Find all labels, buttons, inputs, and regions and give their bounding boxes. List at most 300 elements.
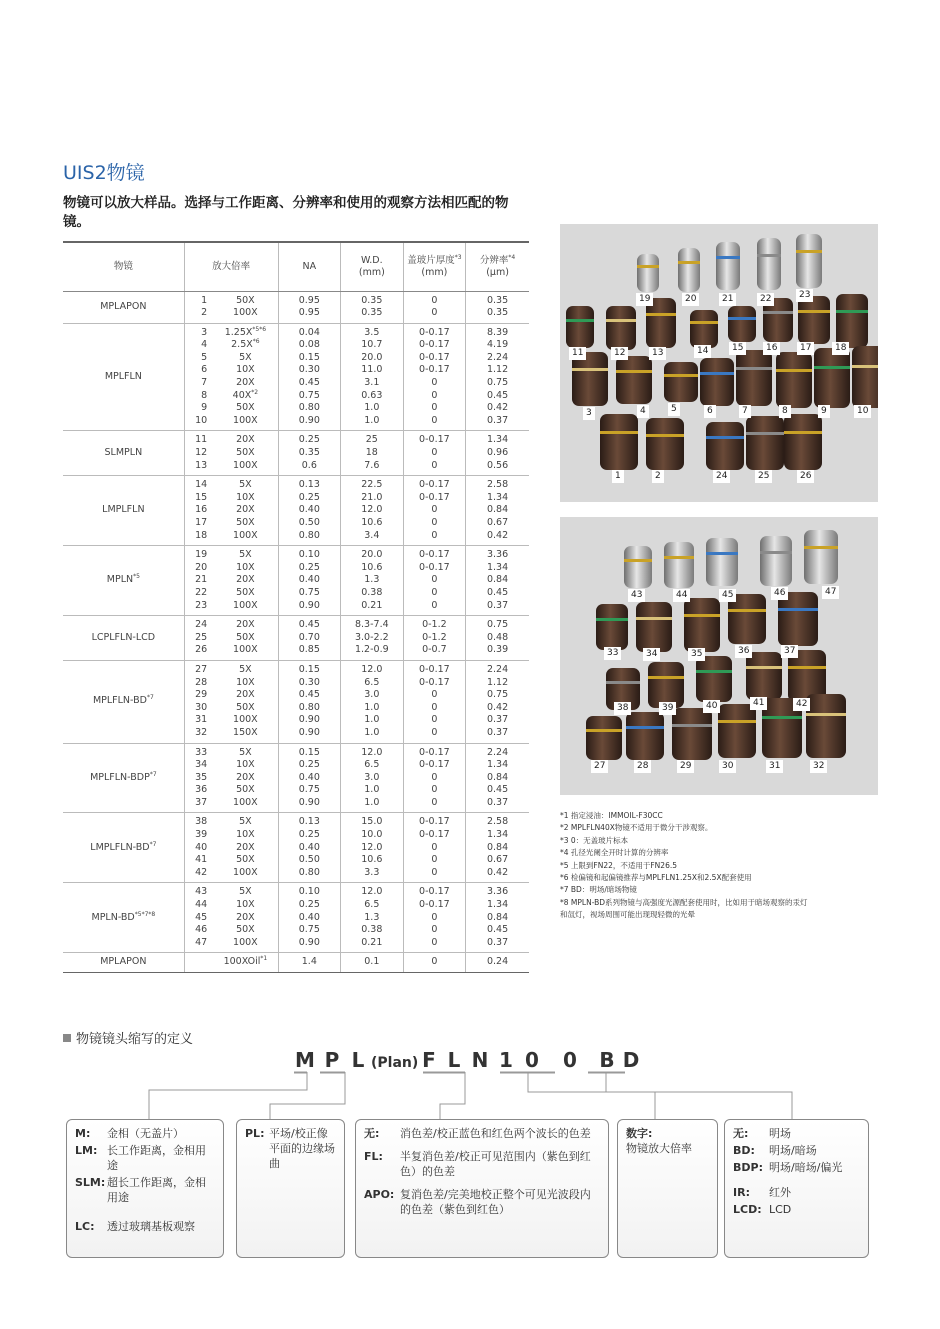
na-value: 0.75 [298,586,320,598]
connector-bd [588,1072,792,1119]
code-letter: (Plan) [371,1055,419,1071]
wd-value: 12.0 [361,746,383,758]
objective-number-label: 38 [614,702,631,715]
cover-value: 0 [431,784,438,796]
header-res-line1: 分辨率 [479,254,509,266]
header-na: NA [278,242,340,291]
objective-number-label: 2 [652,470,664,483]
na-value: 0.40 [298,574,320,586]
abbr-key: 数字: [626,1127,653,1140]
na-value: 0.75 [298,389,320,401]
mag-text: 20X [236,841,255,853]
na-value: 0.04 [298,326,320,338]
abbr-row [75,1143,215,1173]
abbr-value: 长工作距离，金相用途 [107,1144,206,1172]
objective-number-label: 1 [612,470,624,483]
resolution-value: 0.37 [486,936,509,948]
wd-value: 1.3 [364,911,380,923]
objective-number-label: 44 [673,589,690,602]
na-value: 0.45 [298,377,320,389]
cover-value: 0 [431,911,438,923]
cover-value: 0-0.17 [419,759,450,771]
objective-name-note: *7 [149,770,157,778]
mag-text: 100X [233,414,258,426]
abbr-value: 明场 [769,1127,791,1140]
na-value: 0.80 [298,529,320,541]
intro-text: 物镜可以放大样品。选择与工作距离、分辨率和使用的观察方法相匹配的物镜。 [63,195,509,230]
na-value: 0.90 [298,936,320,948]
na-value: 0.25 [298,829,320,841]
header-objective: 物镜 [63,242,184,291]
objective-number-label: 28 [634,760,651,773]
abbr-key: LM: [75,1144,98,1157]
row-number: 40 [195,841,208,853]
na-value: 0.80 [298,866,320,878]
resolution-value: 2.58 [486,479,509,491]
cover-value: 0-0.17 [419,491,450,503]
objective-name-text: LCPLFLN-LCD [91,631,156,643]
cover-value: 0 [431,841,438,853]
resolution-value: 0.67 [486,854,509,866]
na-value: 0.15 [298,663,320,675]
row-number: 29 [195,689,208,701]
abbr-key: PL: [245,1127,265,1140]
row-number: 31 [195,714,208,726]
mag-text: 20X [236,504,255,516]
resolution-value: 0.84 [486,504,509,516]
row-number: 38 [195,816,208,828]
cover-value: 0 [431,956,438,968]
cover-value: 0-0.17 [419,676,450,688]
resolution-value: 4.19 [486,339,509,351]
wd-value: 1.0 [364,714,380,726]
abbr-value: 半复消色差/校正可见范围内（紫色到红色）的色差 [400,1150,591,1178]
objective-number-label: 23 [796,289,813,302]
row-number: 18 [195,529,208,541]
objective-name-text: SLMPLN [104,447,143,459]
wd-value: 22.5 [361,479,383,491]
row-number: 46 [195,924,208,936]
abbr-row [364,1149,600,1179]
abbr-value: 复消色差/完美地校正整个可见光波段内的色差（紫色到红色） [400,1188,591,1216]
cover-value: 0 [431,389,438,401]
objective-number-label: 15 [729,342,746,355]
objective-name-text: MPLFLN-BDP [90,771,150,783]
row-number: 4 [201,339,208,351]
resolution-value: 0.84 [486,771,509,783]
row-number: 15 [195,491,208,503]
header-magnification: 放大倍率 [184,242,278,291]
wd-value: 0.38 [361,924,383,936]
wd-value: 25 [365,434,378,446]
resolution-value: 0.24 [486,956,509,968]
resolution-value: 0.96 [486,447,509,459]
objective-number-label: 21 [719,293,736,306]
wd-value: 0.35 [361,294,383,306]
resolution-value: 0.42 [486,402,509,414]
row-number: 30 [195,701,208,713]
row-number: 23 [195,599,208,611]
cover-value: 0-0.17 [419,816,450,828]
resolution-value: 3.36 [486,549,509,561]
cover-value: 0-0.17 [419,479,450,491]
row-number: 8 [201,389,208,401]
resolution-value: 0.45 [486,784,509,796]
mag-text: 50X [236,402,255,414]
resolution-value: 0.37 [486,414,509,426]
mag-text: 5X [239,663,252,675]
mag-text: 10X [236,561,255,573]
resolution-value: 1.34 [486,561,509,573]
resolution-value: 1.34 [486,434,509,446]
mag-text: 20X [236,771,255,783]
mag-text: 100X [233,796,258,808]
resolution-value: 0.35 [486,294,509,306]
na-value: 0.90 [298,599,320,611]
footnote-line: *2 MPLFLN40X物镜不适用于微分干涉观察。 [560,823,713,833]
objective-name-text: MPLN [106,574,134,586]
abbr-box-observation [724,1119,869,1258]
abbr-value: 金相（无盖片） [107,1127,184,1140]
resolution-value: 0.42 [486,866,509,878]
na-value: 0.70 [298,631,320,643]
row-number: 35 [195,771,208,783]
row-number: 6 [201,364,208,376]
na-value: 0.80 [298,402,320,414]
objective-number-label: 5 [668,403,680,416]
objective-number-label: 17 [797,342,814,355]
cover-value: 0-0.17 [419,746,450,758]
abbr-row [626,1126,709,1156]
cover-value: 0 [431,866,438,878]
objective-number-label: 9 [818,405,830,418]
objective-number-label: 8 [779,405,791,418]
row-number: 13 [195,459,208,471]
wd-value: 1.0 [364,402,380,414]
cover-value: 0 [431,771,438,783]
abbr-value: 平场/校正像平面的边缘场曲 [269,1127,335,1170]
na-value: 0.50 [298,517,320,528]
cover-value: 0-0.17 [419,351,450,363]
mag-text: 5X [239,479,252,491]
abbr-box-plan [236,1119,345,1258]
abbr-key: M: [75,1127,91,1140]
wd-value: 1.0 [364,726,380,738]
objective-name-text: MPLN-BD [91,911,135,923]
mag-text: 50X [236,854,255,866]
abbr-row [733,1202,860,1217]
row-number: 37 [195,796,208,808]
mag-text: 50X [236,631,255,643]
mag-text: 50X [236,701,255,713]
resolution-value: 0.75 [486,689,509,701]
mag-text: 10X [236,676,255,688]
wd-value: 20.0 [361,351,383,363]
wd-value: 0.1 [364,956,380,968]
objective-name-note: *7 [149,840,157,848]
na-value: 0.40 [298,841,320,853]
objective-number-label: 34 [643,648,660,661]
mag-text: 50X [236,517,255,528]
objective-number-label: 39 [659,702,676,715]
code-letter: L [447,1048,461,1072]
resolution-value: 0.84 [486,841,509,853]
code-letter: L [351,1048,365,1072]
abbr-box-color-correction [355,1119,609,1258]
connector-fln [423,1072,465,1119]
mag-text: 5X [239,549,252,561]
row-number: 17 [195,517,208,528]
objective-number-label: 47 [822,586,839,599]
wd-value: 0.63 [361,389,383,401]
resolution-value: 1.34 [486,829,509,841]
connector-m [149,1072,307,1119]
abbr-value: 物镜放大倍率 [626,1142,692,1155]
code-letter: 0 [525,1048,539,1072]
cover-value: 0-0.17 [419,434,450,446]
code-letter: N [471,1048,489,1072]
objective-number-label: 42 [793,698,810,711]
wd-value: 6.5 [364,899,380,911]
wd-value: 10.7 [361,339,383,351]
abbr-value: 透过玻璃基板观察 [107,1220,195,1233]
na-value: 0.40 [298,504,320,516]
abbr-value: 明场/暗场/偏光 [769,1161,843,1174]
resolution-value: 0.42 [486,701,509,713]
objective-number-label: 4 [637,405,649,418]
footnote-line: *7 BD：明场/暗场物镜 [560,885,637,895]
objective-number-label: 16 [763,342,780,355]
na-value: 0.30 [298,364,320,376]
wd-value: 10.6 [361,561,383,573]
abbr-row [733,1185,860,1200]
abbr-key: LCD: [733,1203,762,1216]
row-number: 39 [195,829,208,841]
row-number: 28 [195,676,208,688]
objective-number-label: 41 [750,697,767,710]
na-value: 0.90 [298,714,320,726]
row-number: 20 [195,561,208,573]
na-value: 0.25 [298,759,320,771]
resolution-value: 0.39 [486,644,509,656]
mag-text: 50X [236,294,255,306]
cover-value: 0 [431,414,438,426]
cover-value: 0-0.17 [419,663,450,675]
footnote-line: *8 MPLN-BD系列物镜与高强度光源配套使用时，比如用于暗场观察的汞灯 [560,897,808,907]
na-value: 0.15 [298,746,320,758]
resolution-value: 2.58 [486,816,509,828]
row-number: 43 [195,886,208,898]
mag-text: 5X [239,746,252,758]
wd-value: 0.35 [361,307,383,319]
na-value: 0.85 [298,644,320,656]
abbr-value: 红外 [769,1186,791,1199]
wd-value: 1.2-0.9 [354,644,389,656]
objective-number-label: 27 [591,760,608,773]
row-number: 32 [195,726,208,738]
cover-value: 0-1.2 [422,631,447,643]
abbr-key: 无: [733,1127,749,1140]
objective-number-label: 18 [832,342,849,355]
abbr-key: LC: [75,1220,95,1233]
wd-value: 6.5 [364,759,380,771]
wd-value: 18 [365,447,378,459]
resolution-value: 8.39 [486,326,509,338]
mag-note: *6 [252,338,260,346]
row-number: 33 [195,746,208,758]
resolution-value: 0.37 [486,726,509,738]
cover-value: 0 [431,689,438,701]
mag-text: 100X [233,599,258,611]
resolution-value: 0.42 [486,529,509,541]
objective-number-label: 31 [766,760,783,773]
resolution-value: 0.75 [486,377,509,389]
na-value: 0.80 [298,701,320,713]
mag-text: 100X [233,936,258,948]
objective-number-label: 37 [781,645,798,658]
wd-value: 3.1 [364,377,380,389]
code-letter: P [324,1048,340,1072]
cover-value: 0 [431,854,438,866]
resolution-value: 0.84 [486,574,509,586]
objective-number-label: 30 [719,760,736,773]
na-value: 0.45 [298,619,320,631]
cover-value: 0 [431,726,438,738]
abbr-title-text: 物镜镜头缩写的定义 [76,1032,194,1047]
cover-value: 0 [431,574,438,586]
wd-value: 3.0 [364,771,380,783]
objective-number-label: 6 [704,405,716,418]
na-value: 0.30 [298,676,320,688]
objective-number-label: 3 [583,407,595,420]
cover-value: 0 [431,517,438,528]
resolution-value: 0.45 [486,924,509,936]
na-value: 0.08 [298,339,320,351]
mag-text: 1.25X [224,326,253,338]
abbr-key: APO: [364,1188,395,1201]
wd-value: 6.5 [364,676,380,688]
code-letter: M [295,1048,315,1072]
row-number: 21 [195,574,208,586]
objective-number-label: 7 [739,405,751,418]
na-value: 0.15 [298,351,320,363]
wd-value: 1.3 [364,574,380,586]
row-number: 25 [195,631,208,643]
cover-value: 0-0.17 [419,549,450,561]
wd-value: 1.0 [364,796,380,808]
row-number: 1 [201,294,208,306]
abbr-value: LCD [769,1203,792,1216]
objective-name-note: *7 [146,694,154,702]
abbr-row [75,1175,215,1205]
header-res-line2: (μm) [486,266,509,278]
mag-text: 10X [236,491,255,503]
na-value: 0.25 [298,899,320,911]
wd-value: 0.21 [361,936,383,948]
wd-value: 20.0 [361,549,383,561]
row-number: 19 [195,549,208,561]
footnote-line: *6 检偏镜和起偏镜推荐与MPLFLN1.25X和2.5X配套使用 [560,873,752,883]
row-number: 41 [195,854,208,866]
cover-value: 0 [431,447,438,459]
resolution-value: 0.35 [486,307,509,319]
mag-text: 5X [239,351,252,363]
objective-number-label: 13 [649,347,666,360]
header-res-note: *4 [508,253,516,261]
row-number: 45 [195,911,208,923]
mag-text: 150X [233,726,258,738]
mag-text: 2.5X [231,339,253,351]
mag-text: 20X [236,911,255,923]
mag-text: 10X [236,759,255,771]
mag-text: 20X [236,377,255,389]
resolution-value: 0.84 [486,911,509,923]
na-value: 0.25 [298,434,320,446]
mag-text: 20X [236,574,255,586]
na-value: 0.75 [298,784,320,796]
wd-value: 12.0 [361,841,383,853]
objective-number-label: 19 [636,293,653,306]
mag-text: 100X [233,307,258,319]
na-value: 0.90 [298,726,320,738]
mag-text: 100X [233,714,258,726]
objective-name-text: MPLAPON [100,956,147,968]
cover-value: 0-1.2 [422,619,447,631]
cover-value: 0 [431,714,438,726]
code-letter: B [599,1048,615,1072]
objective-number-label: 14 [694,345,711,358]
na-value: 1.4 [301,956,317,968]
na-value: 0.35 [298,447,320,459]
wd-value: 3.3 [364,866,380,878]
objective-number-label: 26 [797,470,814,483]
row-number: 26 [195,644,208,656]
abbr-box-prefix [66,1119,224,1258]
header-cover-note: *3 [454,253,462,261]
resolution-value: 0.75 [486,619,509,631]
objective-number-label: 12 [611,347,628,360]
footnote-line: *3 0：无盖玻片标本 [560,835,629,845]
cover-value: 0 [431,529,438,541]
cover-value: 0 [431,294,438,306]
resolution-value: 2.24 [486,746,509,758]
na-value: 0.40 [298,911,320,923]
mag-text: 100X [233,866,258,878]
connector-num [500,1072,655,1119]
row-number: 36 [195,784,208,796]
wd-value: 0.21 [361,599,383,611]
wd-value: 7.6 [364,459,380,471]
cover-value: 0 [431,586,438,598]
resolution-value: 1.34 [486,759,509,771]
na-value: 0.50 [298,854,320,866]
na-value: 0.10 [298,549,320,561]
objective-number-label: 43 [628,589,645,602]
na-value: 0.25 [298,491,320,503]
footnote-line: *5 上限到FN22，不适用于FN26.5 [560,860,677,870]
mag-text: 50X [236,447,255,459]
mag-text: 40X [232,389,252,401]
abbr-key: BD: [733,1144,755,1157]
mag-text: 10X [236,364,255,376]
resolution-value: 1.12 [486,676,509,688]
resolution-value: 0.37 [486,796,509,808]
abbr-row [75,1126,215,1141]
mag-text: 20X [236,619,255,631]
wd-value: 10.6 [361,517,383,528]
objective-name-text: MPLFLN-BD [92,695,147,707]
footnote-line: *1 指定浸油：IMMOIL-F30CC [560,811,663,820]
